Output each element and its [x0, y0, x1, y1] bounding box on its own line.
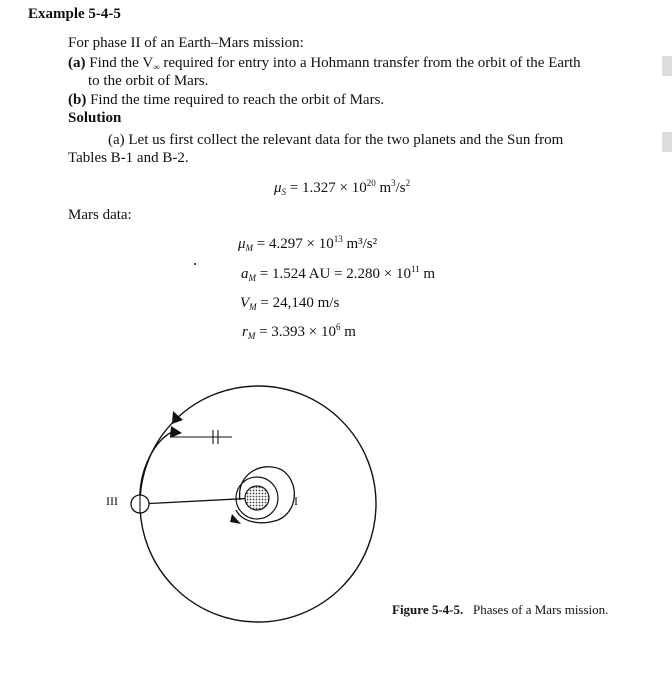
part-b-label: (b) — [68, 92, 87, 108]
label-phase-I: I — [294, 494, 298, 508]
mars-r-exp: 6 — [336, 322, 341, 332]
v-infinity-sub: ∞ — [153, 62, 160, 72]
transfer-arrow — [170, 426, 182, 438]
part-a-label: (a) — [68, 55, 86, 71]
mars-r-sub: M — [247, 331, 256, 341]
mars-r-symbol: r — [242, 324, 248, 340]
mars-a-exp: 11 — [410, 264, 420, 274]
part-b-text: Find the time required to reach the orbit of Mars. — [90, 92, 385, 108]
scan-edge-1 — [662, 56, 672, 76]
mars-mu-exp: 13 — [333, 234, 343, 244]
part-a-text-1: Find the V — [89, 55, 154, 71]
sun-mu-exponent: 20 — [366, 178, 376, 188]
mars-data-label: Mars data: — [68, 207, 132, 223]
mars-r-unit: m — [340, 324, 356, 340]
figure-caption — [392, 602, 608, 618]
mars-v-value: = 24,140 m/s — [260, 295, 340, 311]
mars-mu-symbol: μ — [238, 236, 246, 252]
sun-mu-unit-tail: /s — [395, 180, 406, 196]
sun-mu-value: = 1.327 × 10 — [289, 180, 367, 196]
mu-symbol: μ — [274, 180, 282, 196]
sun-mu-unit-tail-exp: 2 — [405, 178, 411, 188]
transfer-arc — [140, 432, 172, 504]
mars-mu-sub: M — [245, 243, 254, 253]
mars-a-value: = 1.524 AU = 2.280 × 10 — [259, 266, 411, 282]
solution-para-1: (a) Let us first collect the relevant data for the two planets and the Sun from — [108, 132, 564, 148]
mars-v-symbol: V — [240, 295, 250, 311]
sun-subscript: S — [281, 187, 287, 197]
sun-mu-unit-exp: 3 — [391, 178, 396, 188]
intro-text: For phase II of an Earth–Mars mission: — [68, 35, 304, 51]
example-title: Example 5-4-5 — [28, 6, 121, 22]
label-phase-III: III — [106, 494, 118, 508]
solution-heading: Solution — [68, 110, 122, 126]
earth-body — [245, 486, 269, 510]
mars-v-sub: M — [249, 302, 257, 312]
mars-r-value: = 3.393 × 10 — [259, 324, 337, 340]
scan-edge-2 — [662, 132, 672, 152]
part-a-line-2: to the orbit of Mars. — [88, 73, 209, 89]
orbit-arrow — [172, 411, 183, 424]
phase-line — [140, 498, 256, 504]
mars-a-unit: m — [419, 266, 436, 282]
mars-a-sub: M — [248, 273, 256, 283]
mars-mu-unit: m³/s² — [342, 236, 378, 252]
mars-mu-value: = 4.297 × 10 — [256, 236, 334, 252]
part-a-text-2: required for entry into a Hohmann transfer from the orbit of the Earth — [159, 55, 581, 71]
sun-mu-unit: m — [375, 180, 392, 196]
caption-text: Phases of a Mars mission. — [473, 602, 609, 617]
mars-a-symbol: a — [241, 266, 249, 282]
solution-para-2: Tables B-1 and B-2. — [68, 150, 189, 166]
caption-number: Figure 5-4-5. — [392, 602, 464, 617]
